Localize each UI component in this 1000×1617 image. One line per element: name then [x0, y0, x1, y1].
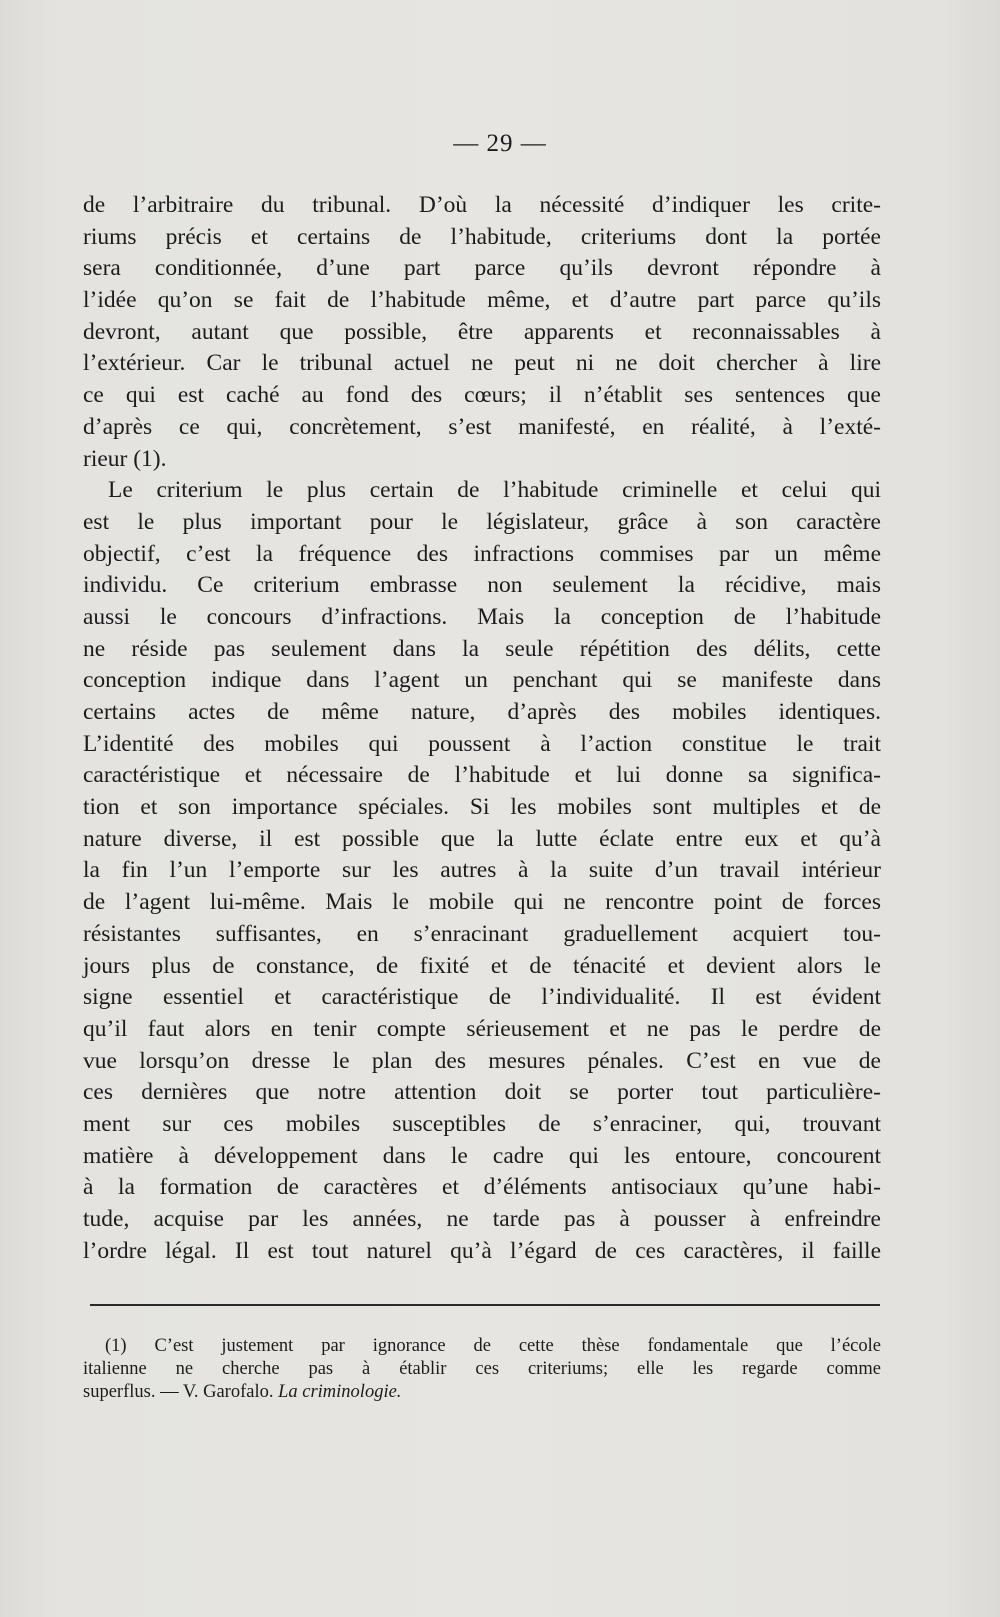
footnote-line: [83, 1381, 881, 1404]
text-line: ce qui est caché au fond des cœurs; il n’établit ses sentences que: [83, 382, 881, 409]
text-line: qu’il faut alors en tenir compte sérieusement et ne pas le perdre de: [83, 1015, 881, 1042]
text-line: l’ordre légal. Il est tout naturel qu’à l’égard de ces caractères, il faille: [83, 1237, 881, 1264]
page-number: — 29 —: [453, 130, 547, 157]
text-line: individu. Ce criterium embrasse non seulement la récidive, mais: [83, 572, 881, 599]
footnote-rule: [90, 1304, 880, 1306]
text-line: jours plus de constance, de fixité et de ténacité et devient alors le: [83, 952, 881, 979]
text-line: certains actes de même nature, d’après des mobiles identiques.: [83, 699, 881, 725]
footnote-text: superflus. — V. Garofalo.: [83, 1382, 274, 1402]
text-line: conception indique dans l’agent un penchant qui se manifeste dans: [83, 667, 881, 694]
footnote: [83, 1335, 881, 1404]
text-line: de l’arbitraire du tribunal. D’où la nécessité d’indiquer les crite-: [83, 192, 881, 218]
text-line: ne réside pas seulement dans la seule répétition des délits, cette: [83, 635, 881, 662]
text-line: sera conditionnée, d’une part parce qu’ils devront répondre à: [83, 255, 881, 282]
text-line: l’extérieur. Car le tribunal actuel ne peut ni ne doit chercher à lire: [83, 350, 881, 377]
text-line: vue lorsqu’on dresse le plan des mesures pénales. C’est en vue de: [83, 1047, 881, 1074]
text-line: rieur (1).: [83, 445, 167, 472]
text-line: de l’agent lui-même. Mais le mobile qui ne rencontre point de forces: [83, 889, 881, 916]
text-line: signe essentiel et caractéristique de l’individualité. Il est évident: [83, 984, 881, 1011]
text-line: à la formation de caractères et d’éléments antisociaux qu’une habi-: [83, 1174, 881, 1201]
footnote-line: (1) C’est justement par ignorance de cette thèse fondamentale que l’école: [105, 1336, 881, 1356]
text-line: aussi le concours d’infractions. Mais la conception de l’habitude: [83, 603, 881, 630]
text-line: tude, acquise par les années, ne tarde pas à pousser à enfreindre: [83, 1206, 881, 1232]
text-line: caractéristique et nécessaire de l’habitude et lui donne sa significa-: [83, 762, 881, 789]
footnote-book-title: La criminologie.: [278, 1382, 402, 1402]
text-line: tion et son importance spéciales. Si les mobiles sont multiples et de: [83, 794, 881, 821]
text-line: la fin l’un l’emporte sur les autres à la suite d’un travail intérieur: [83, 857, 881, 884]
text-line: ces dernières que notre attention doit se porter tout particulière-: [83, 1079, 881, 1106]
footnote-line: italienne ne cherche pas à établir ces criteriums; elle les regarde comme: [83, 1359, 881, 1379]
text-line: matière à développement dans le cadre qui les entoure, concourent: [83, 1142, 881, 1169]
text-line: objectif, c’est la fréquence des infractions commises par un même: [83, 540, 881, 567]
text-line: devront, autant que possible, être apparents et reconnaissables à: [83, 318, 881, 345]
text-line: ment sur ces mobiles susceptibles de s’enraciner, qui, trouvant: [83, 1110, 881, 1137]
text-line: L’identité des mobiles qui poussent à l’action constitue le trait: [83, 730, 881, 757]
text-line: Le criterium le plus certain de l’habitude criminelle et celui qui: [108, 477, 881, 504]
text-line: nature diverse, il est possible que la lutte éclate entre eux et qu’à: [83, 825, 881, 852]
text-line: d’après ce qui, concrètement, s’est manifesté, en réalité, à l’exté-: [83, 413, 881, 440]
body-text: [83, 190, 881, 1267]
text-line: est le plus important pour le législateur, grâce à son caractère: [83, 508, 881, 535]
text-line: résistantes suffisantes, en s’enracinant graduellement acquiert tou-: [83, 920, 881, 947]
text-line: l’idée qu’on se fait de l’habitude même, et d’autre part parce qu’ils: [83, 287, 881, 314]
text-line: riums précis et certains de l’habitude, criteriums dont la portée: [83, 223, 881, 250]
